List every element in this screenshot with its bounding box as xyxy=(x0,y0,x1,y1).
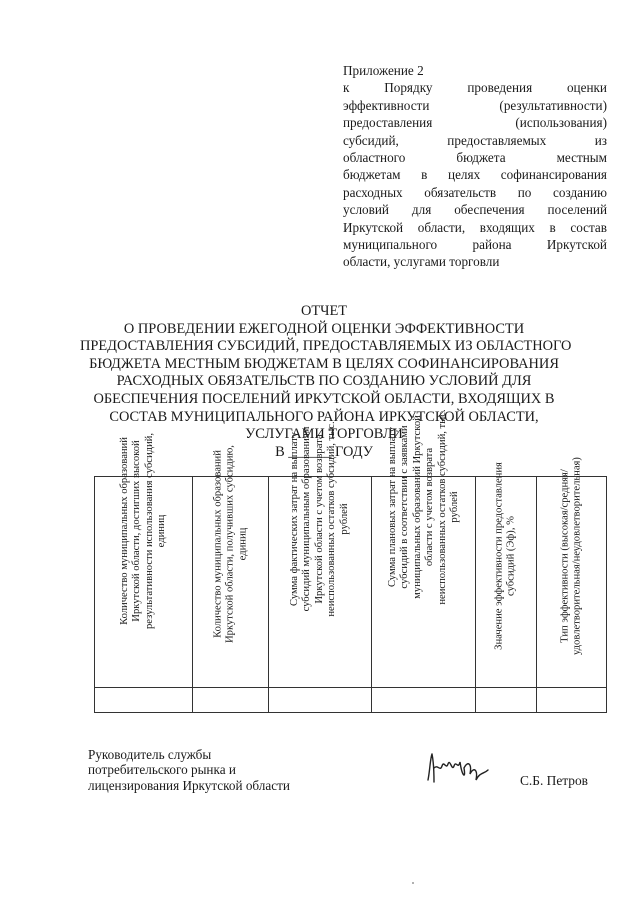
appendix-line: к Порядку проведения оценки xyxy=(343,80,607,96)
position-line: потребительского рынка и xyxy=(88,762,236,778)
title-line: О ПРОВЕДЕНИИ ЕЖЕГОДНОЙ ОЦЕНКИ ЭФФЕКТИВНОСТИ xyxy=(123,320,525,337)
title-line: ОБЕСПЕЧЕНИЯ ПОСЕЛЕНИЙ ИРКУТСКОЙ ОБЛАСТИ, ВХОДЯЩИХ В xyxy=(93,390,555,407)
header-text: Количество муниципальных образований Иркутской области, достигших высокой результативности использования субсидий, единиц xyxy=(118,433,167,630)
header-text: Значение эффективности предоставления субсидий (Эф), % xyxy=(493,462,517,651)
appendix-line: расходных обязательств по созданию xyxy=(343,184,607,200)
title-line: СОСТАВ МУНИЦИПАЛЬНОГО РАЙОНА ИРКУТСКОЙ ОБЛАСТИ, xyxy=(109,408,539,425)
table-cell xyxy=(193,688,269,713)
header-text: Тип эффективности (высокая/средняя/удовлетворительная/неудовлетворительная) xyxy=(559,457,583,656)
appendix-line: бюджетам в целях софинансирования xyxy=(343,167,607,183)
handwritten-signature xyxy=(422,750,494,790)
title-line: БЮДЖЕТА МЕСТНЫМ БЮДЖЕТАМ В ЦЕЛЯХ СОФИНАНСИРОВАНИЯ xyxy=(89,355,559,372)
appendix-line: условий для обеспечения поселений xyxy=(343,202,607,218)
signature-position xyxy=(88,747,290,793)
table-header-cell xyxy=(537,457,607,688)
title-line: РАСХОДНЫХ ОБЯЗАТЕЛЬСТВ ПО СОЗДАНИЮ УСЛОВИЙ ДЛЯ xyxy=(116,373,532,390)
appendix-line: муниципального района Иркутской xyxy=(343,237,607,253)
appendix-line: Иркутской области, входящих в состав xyxy=(343,219,607,235)
position-line: Руководитель службы xyxy=(88,747,212,762)
header-text: Сумма плановых затрат на выплату субсидий в соответствии с заявками муниципальных образований Иркутской области с учетом возврата неиспользованных остатков субсидий, тыс. рублей xyxy=(386,408,460,605)
appendix-line: субсидий, предоставляемых из xyxy=(343,132,607,148)
table-header-cell xyxy=(476,462,537,688)
position-line: лицензирования Иркутской области xyxy=(88,777,290,793)
table-row xyxy=(95,688,607,713)
table-header-cell xyxy=(95,433,193,688)
appendix-block xyxy=(343,62,607,271)
header-text: Сумма фактических затрат на выплату субсидий муниципальным образованиям Иркутской области с учетом возврата неиспользованных остатков субсидий, тыс. рублей xyxy=(288,421,350,617)
title-line: УСЛУГАМИ ТОРГОВЛИ xyxy=(245,426,403,443)
title-line: ОТЧЕТ xyxy=(300,303,348,319)
table-cell xyxy=(269,688,372,713)
signer-name: С.Б. Петров xyxy=(520,773,589,788)
appendix-line: Приложение 2 xyxy=(343,63,424,78)
header-text: Количество муниципальных образований Иркутской области, получивших субсидию, единиц xyxy=(211,444,248,643)
appendix-line: предоставления (использования) xyxy=(343,115,607,131)
scan-dot xyxy=(412,882,414,884)
report-year-line: В ______ ГОДУ xyxy=(275,443,373,460)
table-header-cell xyxy=(193,444,269,688)
appendix-line: эффективности (результативности) xyxy=(343,97,607,113)
appendix-line: областного бюджета местным xyxy=(343,150,607,166)
table-header-cell xyxy=(372,408,476,688)
table-cell xyxy=(476,688,537,713)
table-header-row xyxy=(95,477,607,688)
table-cell xyxy=(95,688,193,713)
title-line: ПРЕДОСТАВЛЕНИЯ СУБСИДИЙ, ПРЕДОСТАВЛЯЕМЫХ ИЗ ОБЛАСТНОГО xyxy=(80,338,572,355)
table-cell xyxy=(372,688,476,713)
appendix-line: области, услугами торговли xyxy=(343,254,500,270)
table-cell xyxy=(537,688,607,713)
